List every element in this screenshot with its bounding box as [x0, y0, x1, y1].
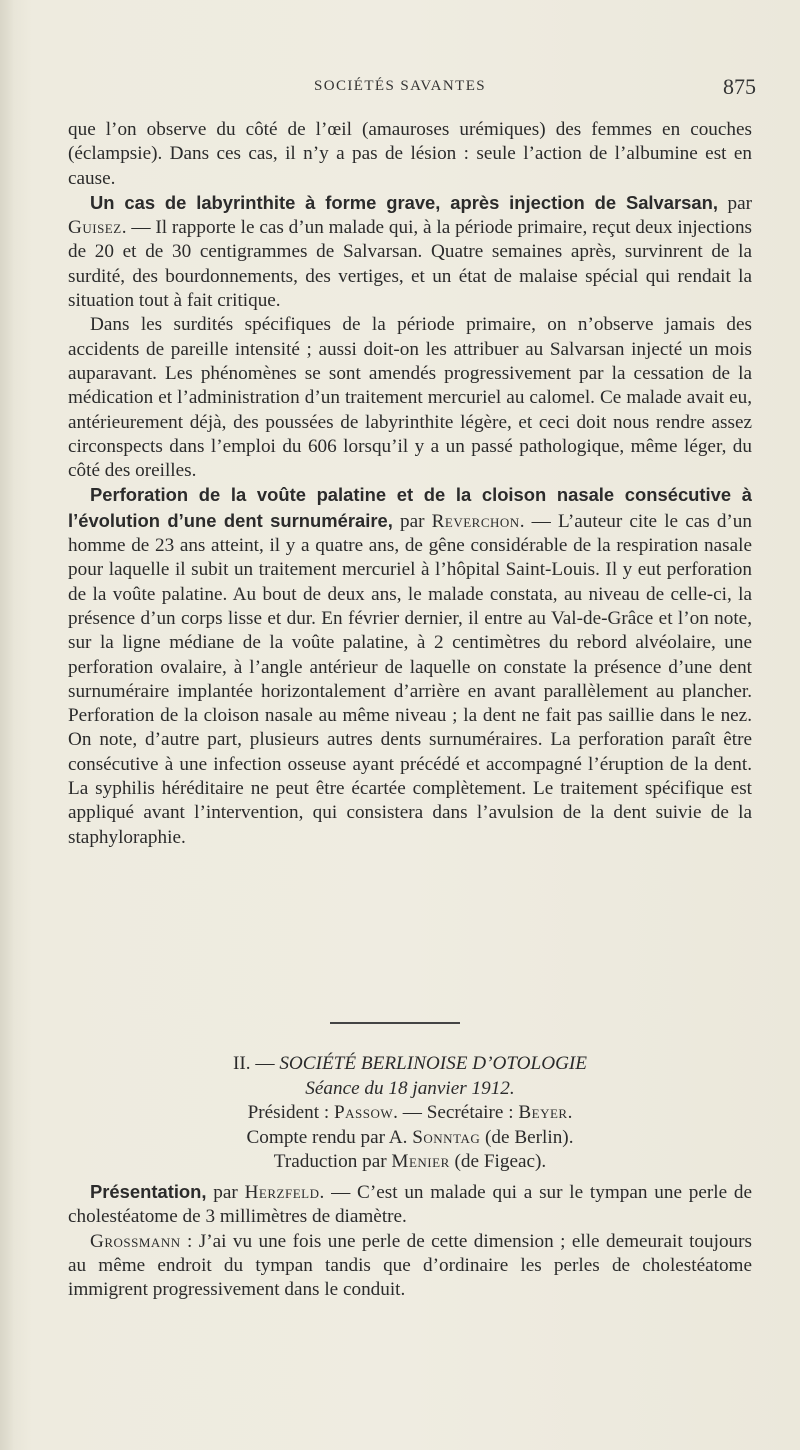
paragraph-text: : J’ai vu une fois une perle de cette dimension ; elle demeurait toujours au même endroit du tympan tandis que d’ordinaire les perles de cholestéatome immigrent progressivement dans le conduit.: [68, 1230, 752, 1301]
translation-label: Traduction par: [273, 1151, 387, 1172]
translator-city: (de Figeac).: [454, 1151, 547, 1172]
translator-name: Menier: [391, 1151, 450, 1172]
body-text-2: [68, 1180, 752, 1302]
president-label: Président :: [247, 1102, 330, 1123]
paragraph-text: . — C’est un malade qui a sur le tympan une perle de cholestéatome de 3 millimètres de diamètre.: [68, 1182, 752, 1228]
page-number: 875: [723, 74, 756, 99]
paragraph-heading: Perforation de la voûte palatine et de la cloison nasale consécutive à l’évolution d’une dent surnuméraire,: [68, 484, 752, 531]
by-word: par: [213, 1182, 238, 1203]
paragraph-grossmann: [68, 1230, 752, 1303]
section-divider: [330, 1022, 460, 1024]
paragraph-perforation: [68, 483, 752, 849]
by-word: par: [727, 192, 753, 214]
report-line: [68, 1126, 752, 1151]
translation-line: [68, 1150, 752, 1175]
reporter-city: (de Berlin).: [485, 1126, 574, 1148]
paragraph-heading: Un cas de labyrinthite à forme grave, après injection de Salvarsan,: [90, 191, 718, 213]
reporter-name: Sonntag: [412, 1126, 481, 1148]
section-title: SOCIÉTÉ BERLINOISE D’OTOLOGIE: [279, 1053, 588, 1074]
president-name: Passow: [333, 1102, 394, 1123]
by-word: par: [399, 510, 425, 532]
section-title-line: [68, 1052, 752, 1077]
paragraph-heading: Présentation,: [90, 1181, 207, 1202]
paragraph-labyrinthite: [68, 191, 752, 313]
period: .: [567, 1102, 573, 1123]
secretary-name: Beyer: [518, 1102, 568, 1123]
author-name: Guisez: [68, 217, 122, 239]
author-name: Herzfeld: [244, 1182, 320, 1203]
body-text: [68, 118, 752, 850]
page-edge-shadow: [0, 0, 14, 1450]
section-numeral: II. —: [232, 1053, 275, 1074]
page-header: [0, 74, 800, 104]
paragraph-surdites: Dans les surdités spécifiques de la période primaire, on n’observe jamais des accidents de pareille intensité ; aussi doit-on les attribuer au Salvarsan injecté un mois auparavant. Les phénomènes se sont amendés progressivement par la cessation de la médication et l’administration d’un traitement mercuriel au calomel. Ce malade avait eu, antérieurement déjà, des poussées de labyrinthite légère, et ceci doit nous rendre assez circonspects dans l’emploi du 606 lorsqu’il y a un passé pathologique, même léger, du côté des oreilles.: [68, 314, 752, 482]
secretary-label: . — Secrétaire :: [393, 1102, 514, 1123]
section-header: [68, 1052, 752, 1175]
paragraph-text: . — L’auteur cite le cas d’un homme de 23 ans atteint, il y a quatre ans, de gêne considérable de la respiration nasale pour laquelle il subit un traitement mercuriel à l’hôpital Saint-Louis. Il y eut perforation de la voûte palatine. Au bout de deux ans, le malade constata, au niveau de celle-ci, la présence d’un corps lisse et dur. En février dernier, il entre au Val-de-Grâce et l’on note, sur la ligne médiane de la voûte palatine, à 2 centimètres du rebord alvéolaire, une perforation ovalaire, à l’angle antérieur de laquelle on constate la présence d’une dent surnuméraire implantée horizontalement d’arrière en avant parallèlement au plancher. Perforation de la cloison nasale au même niveau ; la dent ne fait pas saillie dans le nez. On note, d’autre part, plusieurs autres dents surnuméraires. La perforation paraît être consécutive à une infection osseuse ayant précédé et accompagné l’éruption de la dent. La syphilis héréditaire ne peut être écartée complètement. Le traitement spécifique est appliqué avant l’intervention, qui consistera dans l’avulsion de la dent suivie de la staphyloraphie.: [68, 510, 752, 848]
paragraph-continuation: que l’on observe du côté de l’œil (amauroses urémiques) des femmes en couches (éclampsie). Dans ces cas, il n’y a pas de lésion : seule l’action de l’albumine est en cause.: [68, 119, 752, 189]
author-name: Grossmann: [90, 1230, 181, 1252]
report-label: Compte rendu par A.: [246, 1126, 408, 1148]
officers-line: [68, 1101, 752, 1126]
paragraph-presentation: [68, 1180, 752, 1230]
session-date: Séance du 18 janvier 1912.: [305, 1077, 515, 1099]
author-name: Reverchon: [431, 510, 520, 532]
running-head: SOCIÉTÉS SAVANTES: [313, 78, 487, 94]
paragraph-text: . — Il rapporte le cas d’un malade qui, à la période primaire, reçut deux injections de 20 et de 30 centigrammes de Salvarsan. Quatre semaines après, survinrent de la surdité, des bourdonnements, des vertiges, et un état de malaise spécial qui rendait la situation tout à fait critique.: [68, 217, 752, 312]
